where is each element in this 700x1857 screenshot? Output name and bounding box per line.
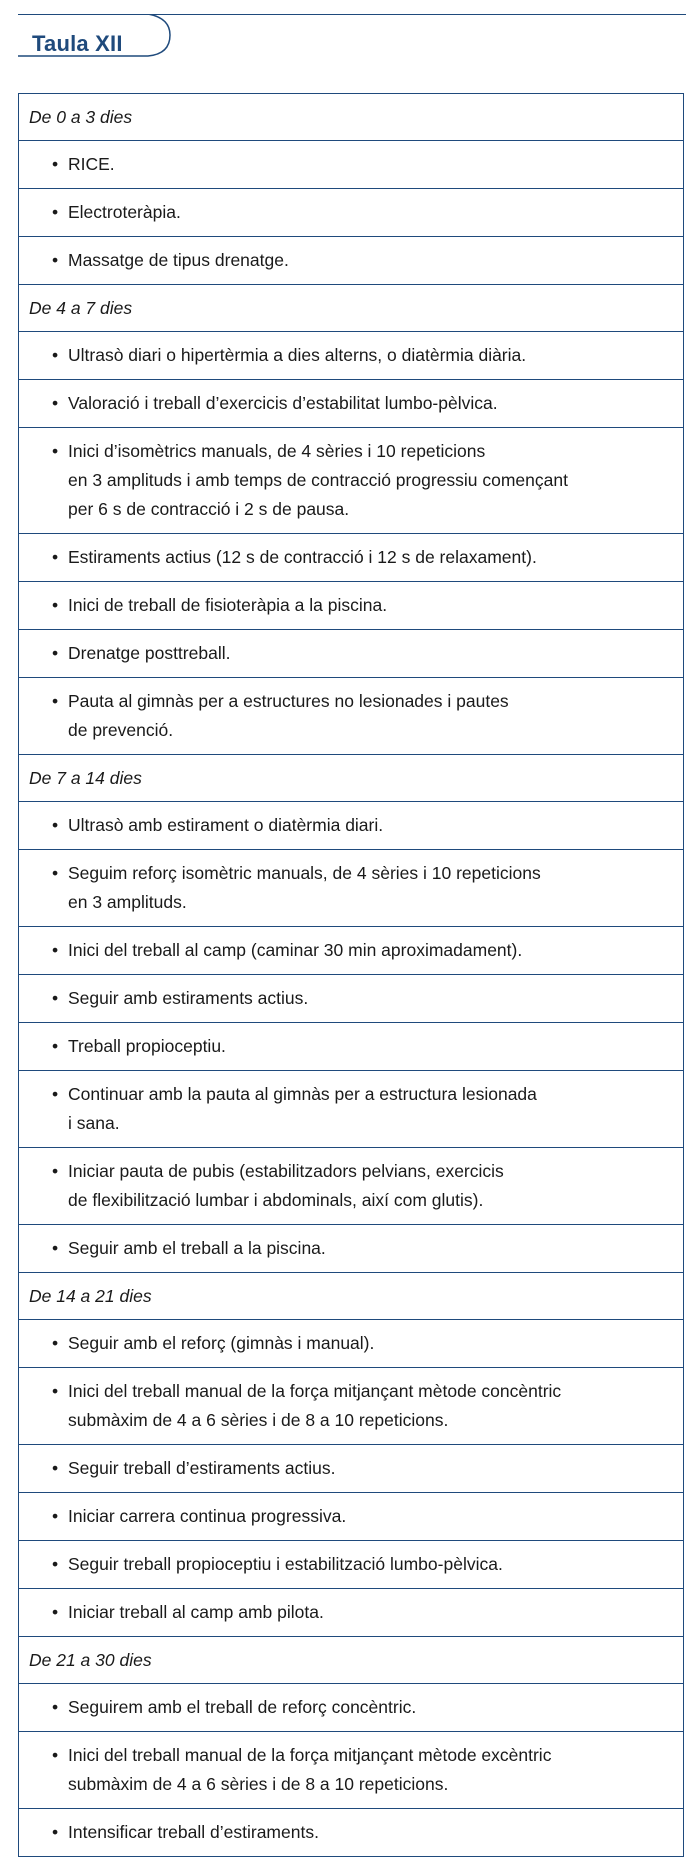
treatment-table <box>18 93 684 1857</box>
item-text: Estiraments actius (12 s de contracció i 12 s de relaxament). <box>68 547 537 567</box>
table-row <box>19 1320 683 1368</box>
bullet-icon: • <box>52 815 59 835</box>
item-text: Continuar amb la pauta al gimnàs per a estructura lesionada i sana. <box>68 1084 537 1133</box>
item-text: RICE. <box>68 154 115 174</box>
bullet-icon: • <box>52 1238 59 1258</box>
table-row <box>19 927 683 975</box>
bullet-icon: • <box>52 1822 59 1842</box>
table-title: Taula XII <box>32 31 123 56</box>
table-row <box>19 428 683 534</box>
table-row <box>19 1684 683 1732</box>
table-row <box>19 678 683 755</box>
bullet-icon: • <box>52 1697 59 1717</box>
item-text: Electroteràpia. <box>68 202 181 222</box>
bullet-icon: • <box>52 1333 59 1353</box>
bullet-icon: • <box>52 202 59 222</box>
bullet-icon: • <box>52 1458 59 1478</box>
table-row <box>19 630 683 678</box>
item-text: Seguim reforç isomètric manuals, de 4 sèries i 10 repeticions en 3 amplituds. <box>68 863 541 912</box>
bullet-icon: • <box>52 441 59 461</box>
table-row <box>19 1148 683 1225</box>
table-row <box>19 189 683 237</box>
item-text: Treball propioceptiu. <box>68 1036 226 1056</box>
item-text: Seguir amb estiraments actius. <box>68 988 309 1008</box>
item-text: Drenatge posttreball. <box>68 643 231 663</box>
item-text: Valoració i treball d’exercicis d’estabilitat lumbo-pèlvica. <box>68 393 498 413</box>
item-text: Intensificar treball d’estiraments. <box>68 1822 319 1842</box>
bullet-icon: • <box>52 1084 59 1104</box>
table-row <box>19 1023 683 1071</box>
bullet-icon: • <box>52 643 59 663</box>
bullet-icon: • <box>52 1506 59 1526</box>
table-row <box>19 1732 683 1809</box>
table-row <box>19 850 683 927</box>
bullet-icon: • <box>52 691 59 711</box>
table-row <box>19 1071 683 1148</box>
table-row <box>19 1368 683 1445</box>
item-text: Inici d’isomètrics manuals, de 4 sèries i 10 repeticions en 3 amplituds i amb temps de contracció progressiu començant per 6 s de contracció i 2 s de pausa. <box>68 441 568 519</box>
section-heading: De 14 a 21 dies <box>19 1273 683 1320</box>
table-row <box>19 802 683 850</box>
item-text: Ultrasò amb estirament o diatèrmia diari. <box>68 815 384 835</box>
item-text: Iniciar treball al camp amb pilota. <box>68 1602 324 1622</box>
table-row <box>19 1445 683 1493</box>
item-text: Inici del treball manual de la força mitjançant mètode concèntric submàxim de 4 a 6 sèries i de 8 a 10 repeticions. <box>68 1381 562 1430</box>
section-heading: De 21 a 30 dies <box>19 1637 683 1684</box>
bullet-icon: • <box>52 940 59 960</box>
item-text: Ultrasò diari o hipertèrmia a dies alterns, o diatèrmia diària. <box>68 345 527 365</box>
item-text: Iniciar carrera continua progressiva. <box>68 1506 347 1526</box>
title-tab <box>18 14 172 70</box>
bullet-icon: • <box>52 345 59 365</box>
bullet-icon: • <box>52 393 59 413</box>
bullet-icon: • <box>52 1745 59 1765</box>
table-row <box>19 1589 683 1637</box>
item-text: Seguir amb el reforç (gimnàs i manual). <box>68 1333 375 1353</box>
item-text: Seguir treball d’estiraments actius. <box>68 1458 336 1478</box>
item-text: Iniciar pauta de pubis (estabilitzadors pelvians, exercicis de flexibilització lumbar i abdominals, així com glutis). <box>68 1161 504 1210</box>
table-row <box>19 1809 683 1856</box>
bullet-icon: • <box>52 1602 59 1622</box>
section-heading: De 4 a 7 dies <box>19 285 683 332</box>
bullet-icon: • <box>52 1036 59 1056</box>
table-row <box>19 1541 683 1589</box>
table-row <box>19 332 683 380</box>
item-text: Pauta al gimnàs per a estructures no lesionades i pautes de prevenció. <box>68 691 509 740</box>
item-text: Inici del treball al camp (caminar 30 min aproximadament). <box>68 940 523 960</box>
table-row <box>19 534 683 582</box>
item-text: Inici de treball de fisioteràpia a la piscina. <box>68 595 388 615</box>
item-text: Inici del treball manual de la força mitjançant mètode excèntric submàxim de 4 a 6 sèries i de 8 a 10 repeticions. <box>68 1745 552 1794</box>
table-row <box>19 141 683 189</box>
bullet-icon: • <box>52 595 59 615</box>
section-heading: De 7 a 14 dies <box>19 755 683 802</box>
item-text: Massatge de tipus drenatge. <box>68 250 289 270</box>
bullet-icon: • <box>52 154 59 174</box>
table-row <box>19 1225 683 1273</box>
table-row <box>19 582 683 630</box>
bullet-icon: • <box>52 863 59 883</box>
item-text: Seguir amb el treball a la piscina. <box>68 1238 326 1258</box>
item-text: Seguirem amb el treball de reforç concèntric. <box>68 1697 417 1717</box>
section-heading: De 0 a 3 dies <box>19 94 683 141</box>
bullet-icon: • <box>52 988 59 1008</box>
bullet-icon: • <box>52 1381 59 1401</box>
bullet-icon: • <box>52 1554 59 1574</box>
table-row <box>19 237 683 285</box>
item-text: Seguir treball propioceptiu i estabilització lumbo-pèlvica. <box>68 1554 503 1574</box>
table-row <box>19 975 683 1023</box>
bullet-icon: • <box>52 250 59 270</box>
table-row <box>19 1493 683 1541</box>
table-row <box>19 380 683 428</box>
bullet-icon: • <box>52 547 59 567</box>
bullet-icon: • <box>52 1161 59 1181</box>
